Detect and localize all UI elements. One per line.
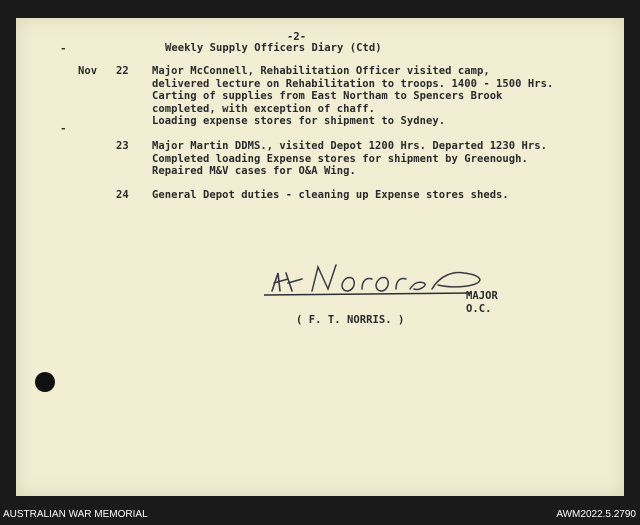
entry-line: Completed loading Expense stores for shipment by Greenough. xyxy=(152,152,528,165)
entry-body xyxy=(152,140,547,178)
archive-reference: AWM2022.5.2790 xyxy=(556,509,636,520)
signatory-typed-name: ( F. T. NORRIS. ) xyxy=(296,314,405,326)
signatory-rank: MAJOR xyxy=(466,290,498,302)
margin-mark: - xyxy=(60,42,67,55)
archive-credit: AUSTRALIAN WAR MEMORIAL xyxy=(3,509,148,520)
entry-line: Major McConnell, Rehabilitation Officer visited camp, xyxy=(152,65,490,77)
entry-line: delivered lecture on Rehabilitation to troops. 1400 - 1500 Hrs. xyxy=(152,77,554,90)
document-title: Weekly Supply Officers Diary (Ctd) xyxy=(165,42,382,54)
entry-body xyxy=(152,189,509,202)
entry-body xyxy=(152,65,553,128)
entry-line: Carting of supplies from East Northam to Spencers Brook xyxy=(152,90,503,102)
entry-line: General Depot duties - cleaning up Expense stores sheds. xyxy=(152,189,509,201)
entry-line: Loading expense stores for shipment to Sydney. xyxy=(152,115,446,127)
entry-day: 24 xyxy=(116,189,129,201)
signatory-role: O.C. xyxy=(466,303,492,315)
entry-day: 23 xyxy=(116,140,129,152)
margin-mark: - xyxy=(60,122,67,135)
punch-hole xyxy=(35,372,55,392)
entry-line: completed, with exception of chaff. xyxy=(152,102,376,115)
page-marker: -2- xyxy=(287,31,307,43)
entry-day: 22 xyxy=(116,65,129,77)
entry-line: Major Martin DDMS., visited Depot 1200 Hrs. Departed 1230 Hrs. xyxy=(152,140,548,152)
entry-line: Repaired M&V cases for O&A Wing. xyxy=(152,165,356,177)
entry-month: Nov xyxy=(78,65,98,77)
